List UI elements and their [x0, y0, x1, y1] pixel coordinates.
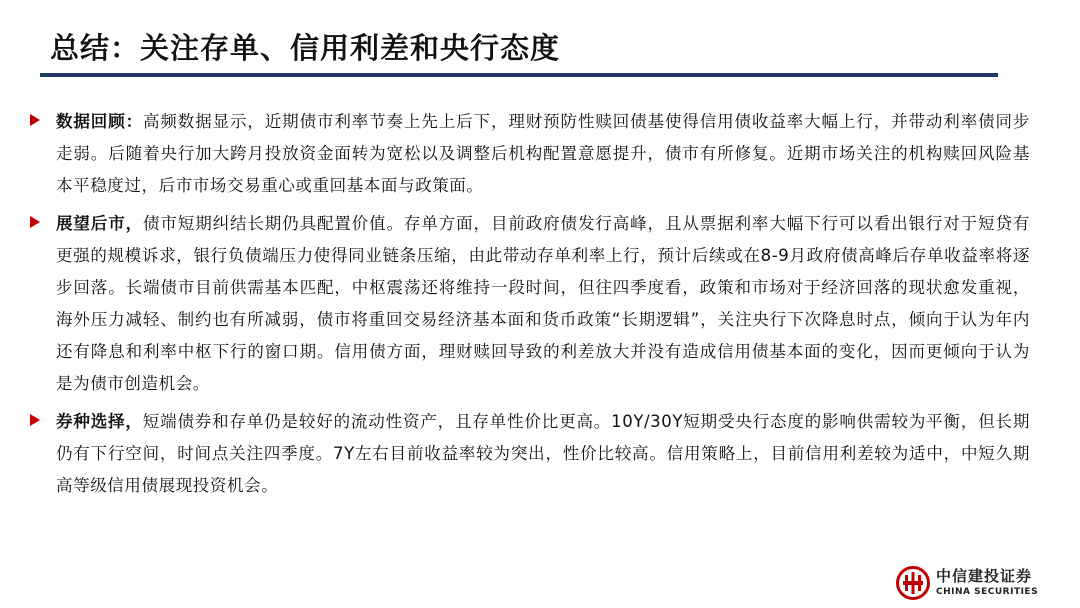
arrow-bullet-icon: [30, 414, 40, 426]
page-title: 总结：关注存单、信用利差和央行态度: [50, 31, 561, 65]
section-body: 短端债券和存单仍是较好的流动性资产，且存单性价比更高。10Y/30Y短期受央行态度的影响供需较为平衡，但长期仍有下行空间，时间点关注四季度。7Y左右目前收益率较为突出，性价比较高。信用策略上，目前信用利差较为适中，中短久期高等级信用债展现投资机会。: [56, 412, 1031, 495]
section-outlook: [30, 208, 1030, 400]
summary-content: [30, 106, 1030, 508]
section-lead: 展望后市，: [56, 214, 143, 233]
section-lead: 数据回顾：: [56, 112, 143, 131]
section-body: 债市短期纠结长期仍具配置价值。存单方面，目前政府债发行高峰，且从票据利率大幅下行可以看出银行对于短贷有更强的规模诉求，银行负债端压力使得同业链条压缩，由此带动存单利率上行，预计后续或在8-9月政府债高峰后存单收益率将逐步回落。长端债市目前供需基本匹配，中枢震荡还将维持一段时间，但往四季度看，政策和市场对于经济回落的现状愈发重视，海外压力减轻、制约也有所减弱，债市将重回交易经济基本面和货币政策“长期逻辑”，关注央行下次降息时点，倾向于认为年内还有降息和利率中枢下行的窗口期。信用债方面，理财赎回导致的利差放大并没有造成信用债基本面的变化，因而更倾向于认为是为债市创造机会。: [56, 214, 1031, 393]
logo-name-cn: 中信建投证券: [936, 567, 1033, 585]
arrow-bullet-icon: [30, 114, 40, 126]
title-divider: [40, 73, 998, 77]
china-securities-logo-icon: [896, 566, 930, 600]
section-body: 高频数据显示，近期债市利率节奏上先上后下，理财预防性赎回债基使得信用债收益率大幅上行，并带动利率债同步走弱。后随着央行加大跨月投放资金面转为宽松以及调整后机构配置意愿提升，债市有所修复。近期市场关注的机构赎回风险基本平稳度过，后市市场交易重心或重回基本面与政策面。: [56, 112, 1031, 195]
logo-name-en: CHINA SECURITIES: [936, 587, 1039, 597]
section-bond-selection: [30, 406, 1030, 502]
section-lead: 券种选择，: [56, 412, 143, 431]
arrow-bullet-icon: [30, 216, 40, 228]
company-logo: [896, 566, 1038, 600]
section-data-review: [30, 106, 1030, 202]
